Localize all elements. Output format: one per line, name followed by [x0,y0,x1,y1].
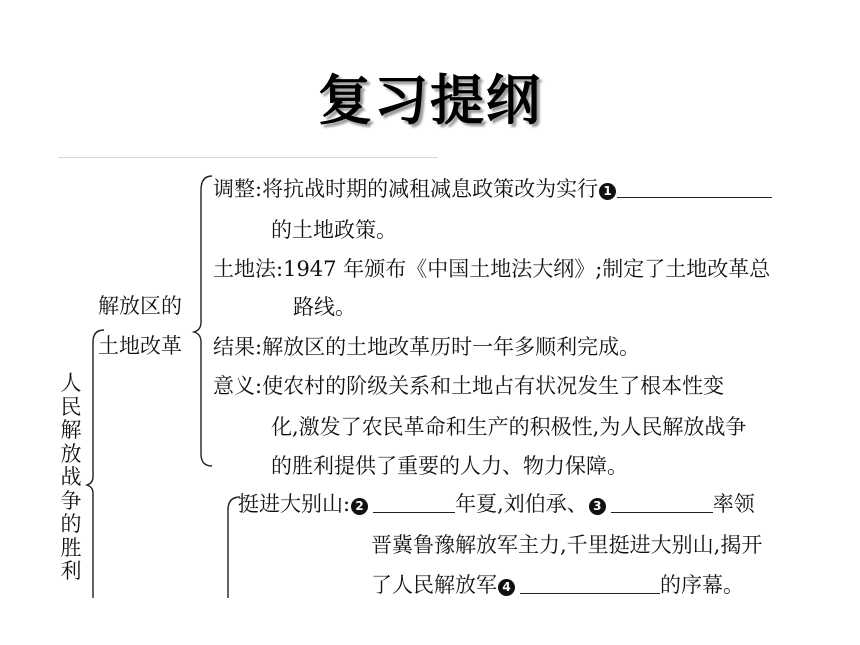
fill-blank-2[interactable] [373,492,455,513]
number-badge-3: 3 [589,498,606,515]
root-label [59,372,83,584]
item-key: 调整 [213,177,255,201]
root-label-char: 民 [60,394,82,419]
item-text: 使农村的阶级关系和土地占有状况发生了根本性变 [262,374,725,398]
item-significance: 意义:使农村的阶级关系和土地占有状况发生了根本性变 [213,374,725,398]
section1-label-line1: 解放区的 [98,294,182,318]
root-label-char: 利 [60,559,82,583]
item-result: 结果:解放区的土地改革历时一年多顺利完成。 [213,335,641,359]
item-land-law-cont: 路线。 [293,295,356,319]
root-label-char: 放 [60,441,82,466]
section1-label-line2: 土地改革 [98,334,182,358]
item-key: 土地法 [213,257,276,281]
fill-blank-1[interactable] [617,177,772,198]
root-label-char: 争 [60,488,82,513]
root-label-char: 解 [60,418,82,442]
fill-blank-4[interactable] [520,573,660,594]
item-adjustment-cont: 的土地政策。 [271,218,397,242]
item-significance-cont1: 化,激发了农民革命和生产的积极性,为人民解放战争 [271,415,747,439]
item-text: 1947 年颁布《中国土地法大纲》;制定了土地改革总 [283,257,771,281]
item-dabie-cont1: 晋冀鲁豫解放军主力,千里挺进大别山,揭开 [371,533,763,557]
brace-root [87,330,104,598]
item-significance-cont2: 的胜利提供了重要的人力、物力保障。 [271,454,628,478]
root-label-char: 人 [60,371,82,395]
number-badge-4: 4 [498,579,515,596]
item-text: 将抗战时期的减租减息政策改为实行 [262,177,599,201]
brace-section1 [194,176,212,466]
item-text: 年夏,刘伯承、 [455,492,588,516]
item-text: 解放区的土地改革历时一年多顺利完成。 [262,335,641,359]
item-dabie-cont2: 了人民解放军 4 的序幕。 [371,573,744,597]
item-text-b: 率领 [712,492,755,516]
number-badge-1: 1 [599,183,616,200]
item-adjustment: 调整:将抗战时期的减租减息政策改为实行 1 [213,176,772,202]
root-label-char: 的 [60,512,82,536]
fill-blank-3[interactable] [611,492,713,513]
item-key: 结果 [213,335,255,359]
item-dabie-mountain: 挺进大别山: 2 年夏,刘伯承、 3 率领 [238,492,755,516]
item-key: 挺进大别山 [238,492,343,516]
item-key: 意义 [213,374,255,398]
page-title: 复习提纲 [318,69,542,132]
item-land-law: 土地法:1947 年颁布《中国土地法大纲》;制定了土地改革总 [213,257,771,281]
root-label-char: 战 [60,465,82,489]
root-label-char: 胜 [60,535,82,560]
number-badge-2: 2 [351,498,368,515]
